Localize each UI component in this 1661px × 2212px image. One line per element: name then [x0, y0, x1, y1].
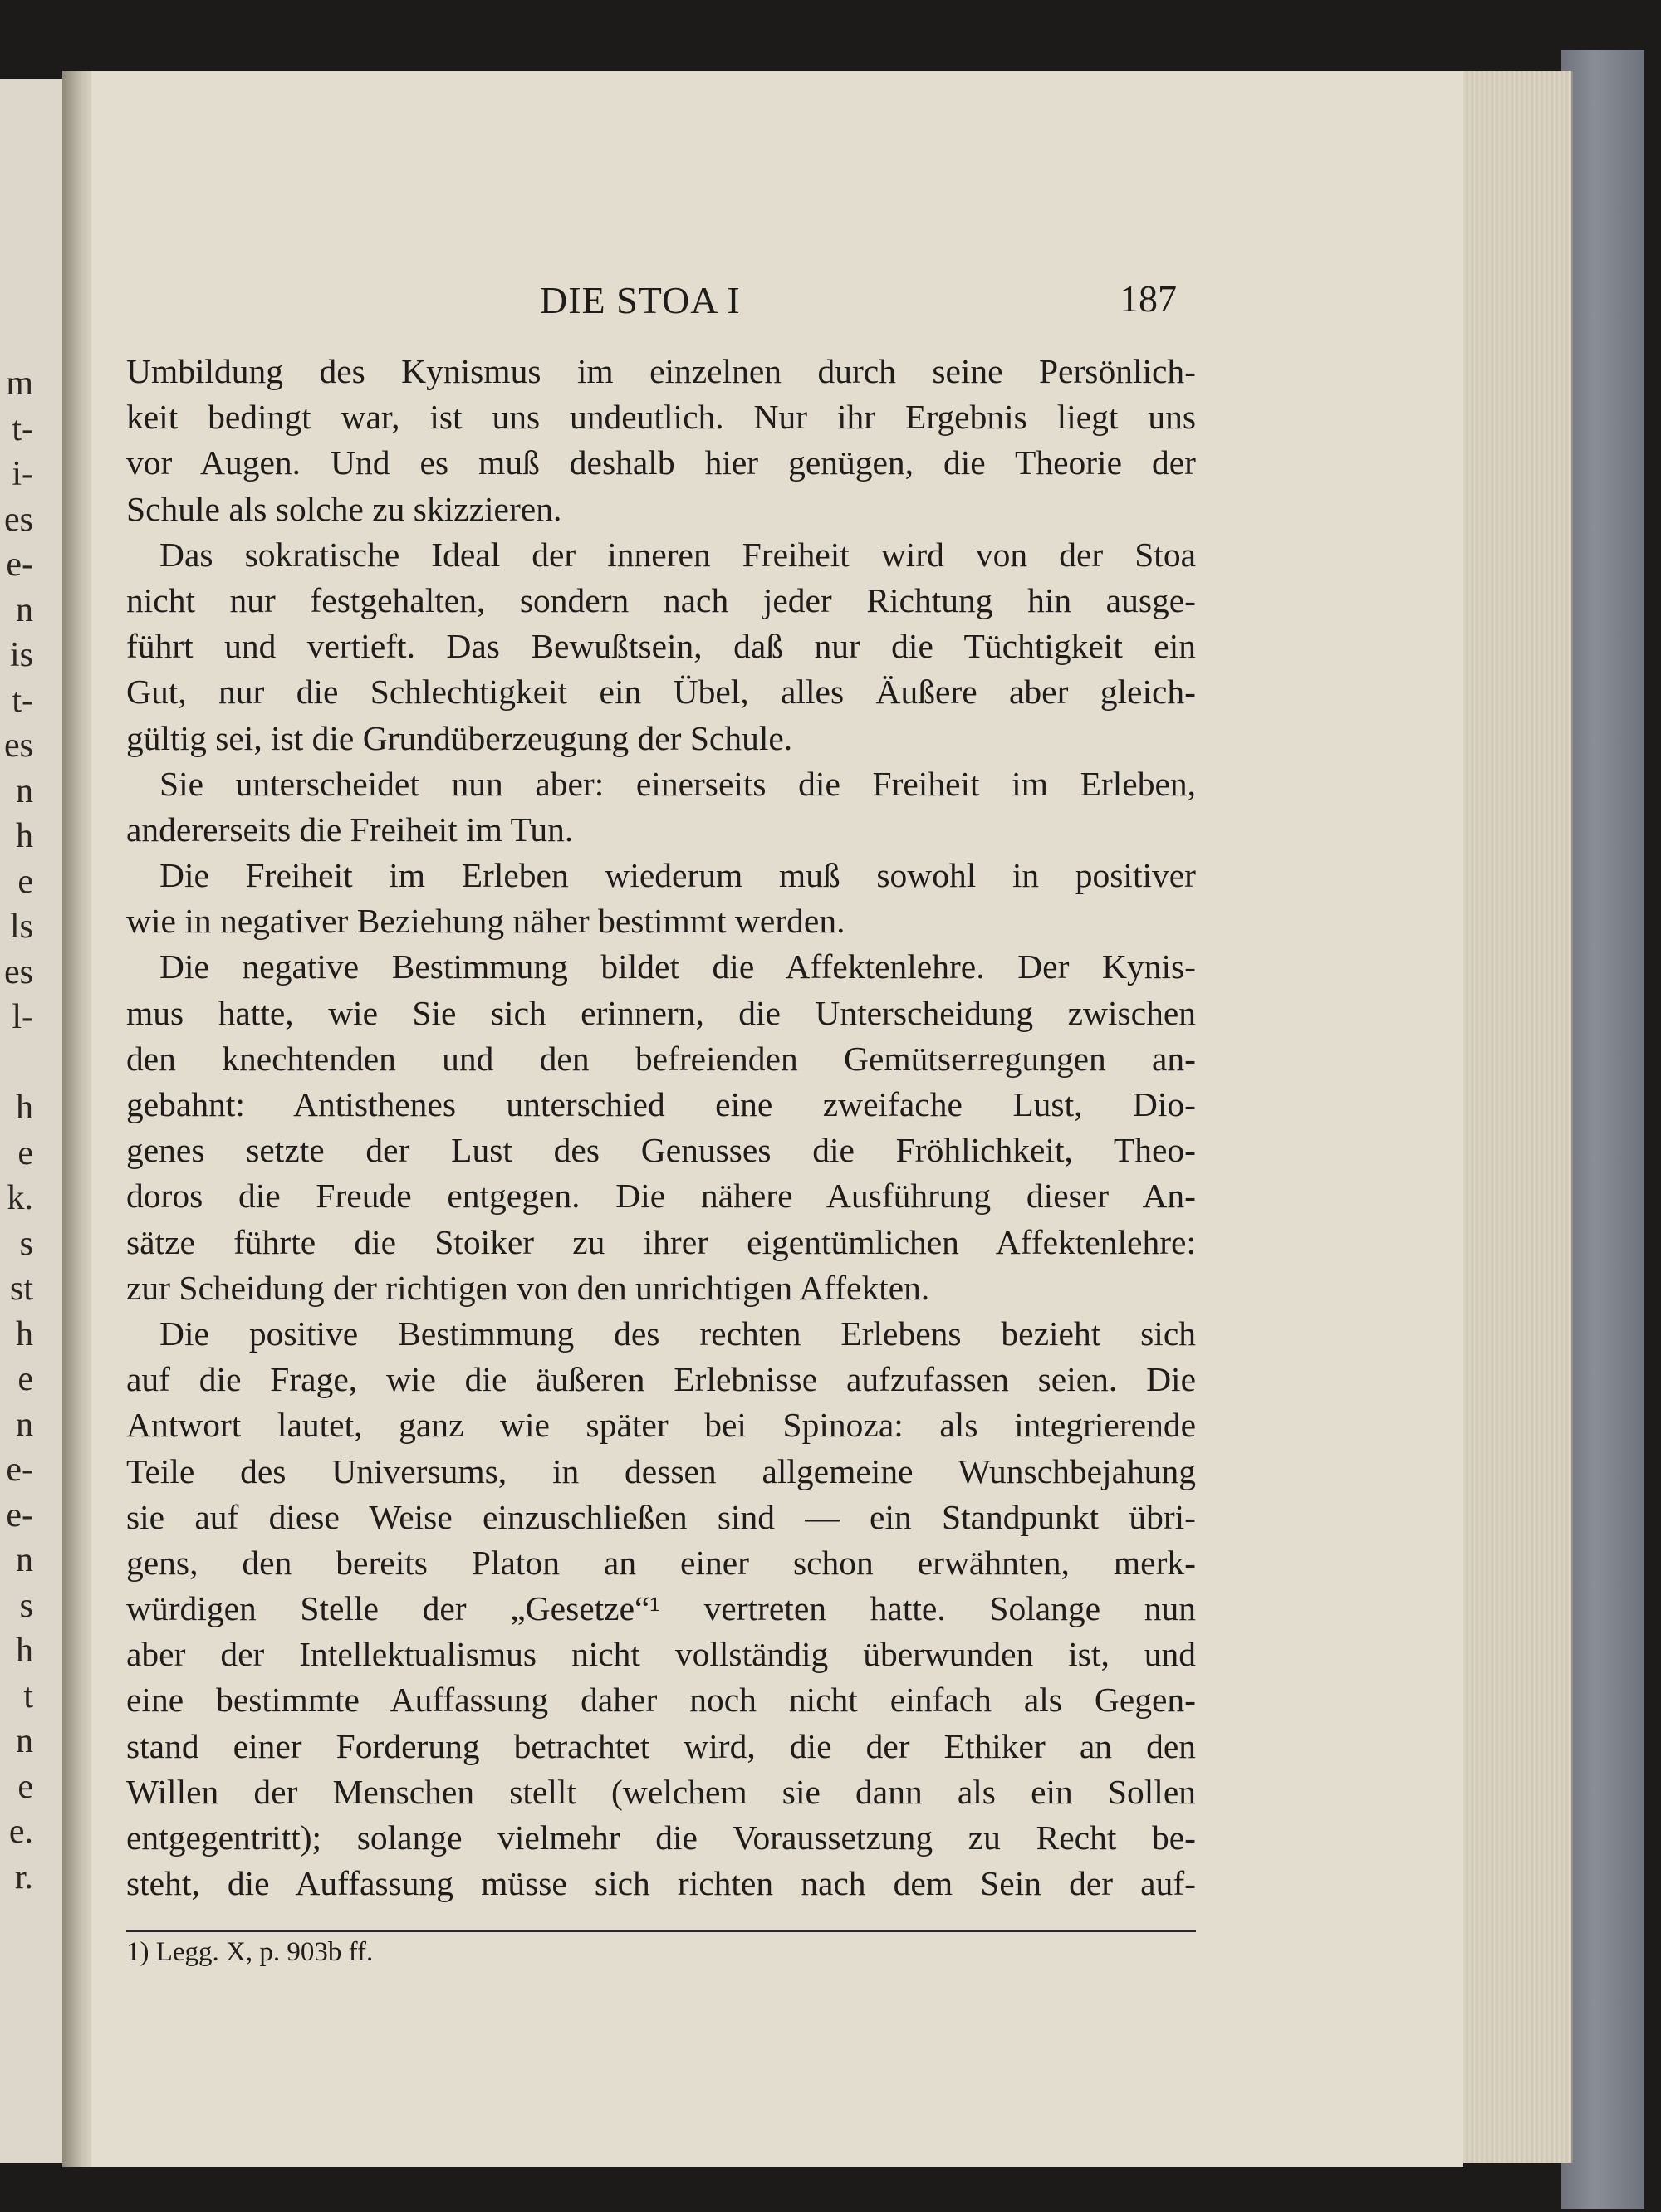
facing-page-fragment: i- — [12, 455, 33, 493]
facing-page-fragment — [0, 1040, 33, 1086]
facing-page-fragment: e — [17, 862, 33, 901]
facing-page-fragment: is — [9, 636, 33, 674]
facing-page-fragment: e — [17, 1133, 33, 1172]
facing-page-fragment: r. — [14, 1857, 33, 1896]
facing-page-fragment: h — [16, 817, 33, 855]
facing-page-fragment: e. — [8, 1813, 33, 1851]
footnote — [126, 1937, 373, 1968]
text-line: genes setzte der Lust des Genusses die Fröhlichkeit, Theo- — [126, 1131, 1196, 1170]
facing-page-fragment: n — [16, 1541, 33, 1579]
page-number: 187 — [1120, 277, 1177, 320]
text-line: entgegentritt); solange vielmehr die Voraussetzung zu Recht be- — [126, 1818, 1196, 1857]
facing-page-fragment: s — [19, 1224, 33, 1263]
text-line: gebahnt: Antisthenes unterschied eine zweifache Lust, Dio- — [126, 1085, 1196, 1123]
text-line: Willen der Menschen stellt (welchem sie dann als ein Sollen — [126, 1772, 1196, 1811]
text-line: Das sokratische Ideal der inneren Freiheit wird von der Stoa — [159, 535, 1196, 574]
text-line: stand einer Forderung betrachtet wird, die der Ethiker an den — [126, 1726, 1196, 1765]
page-header — [91, 278, 1463, 328]
facing-page-fragment: l- — [12, 998, 33, 1036]
text-line: gültig sei, ist die Grundüberzeugung der Schule. — [126, 718, 793, 757]
facing-page-fragment: k. — [7, 1179, 33, 1217]
text-line: Die Freiheit im Erleben wiederum muß sowohl in positiver — [159, 856, 1196, 895]
facing-page-fragment: h — [16, 1314, 33, 1353]
text-line: andererseits die Freiheit im Tun. — [126, 810, 574, 849]
page-edges — [1455, 71, 1573, 2163]
text-line: Antwort lautet, ganz wie später bei Spinoza: als integrierende — [126, 1406, 1196, 1445]
facing-page-fragment: n — [16, 1722, 33, 1760]
facing-page-fragment: e- — [6, 1495, 33, 1534]
text-line: Sie unterscheidet nun aber: einerseits die Freiheit im Erleben, — [159, 764, 1196, 803]
text-line: mus hatte, wie Sie sich erinnern, die Unterscheidung zwischen — [126, 993, 1196, 1032]
text-line: Die positive Bestimmung des rechten Erlebens bezieht sich — [159, 1314, 1196, 1353]
text-line: sätze führte die Stoiker zu ihrer eigentümlichen Affektenlehre: — [126, 1222, 1196, 1261]
facing-page-fragment: es — [4, 727, 33, 765]
book-gutter — [62, 71, 96, 2167]
facing-page-fragment: e — [17, 1767, 33, 1806]
text-line: nicht nur festgehalten, sondern nach jeder Richtung hin ausge- — [126, 580, 1196, 619]
text-line: Die negative Bestimmung bildet die Affektenlehre. Der Kynis- — [159, 947, 1196, 986]
facing-page-fragment: e- — [6, 546, 33, 584]
text-line: Gut, nur die Schlechtigkeit ein Übel, alles Äußere aber gleich- — [126, 673, 1196, 712]
footnote-rule — [126, 1930, 1196, 1932]
text-line: würdigen Stelle der „Gesetze“¹ vertreten hatte. Solange nun — [126, 1589, 1196, 1628]
facing-page-text-fragments — [0, 361, 33, 1900]
facing-page-fragment: h — [16, 1089, 33, 1127]
text-line: auf die Frage, wie die äußeren Erlebnisse aufzufassen seien. Die — [126, 1360, 1196, 1399]
facing-page-fragment: m — [6, 365, 33, 403]
text-line: Umbildung des Kynismus im einzelnen durch seine Persönlich- — [126, 352, 1196, 390]
text-line: vor Augen. Und es muß deshalb hier genügen, die Theorie der — [126, 443, 1196, 482]
facing-page-fragment: h — [16, 1632, 33, 1670]
text-line: keit bedingt war, ist uns undeutlich. Nur ihr Ergebnis liegt uns — [126, 398, 1196, 437]
text-line: führt und vertieft. Das Bewußtsein, daß nur die Tüchtigkeit ein — [126, 627, 1196, 666]
text-line: wie in negativer Beziehung näher bestimmt werden. — [126, 902, 845, 941]
text-line: eine bestimmte Auffassung daher noch nicht einfach als Gegen- — [126, 1681, 1196, 1720]
text-line: steht, die Auffassung müsse sich richten nach dem Sein der auf- — [126, 1864, 1196, 1903]
footnote-marker: 1) — [126, 1937, 149, 1967]
body-text — [126, 349, 1196, 1906]
book-binding — [1561, 50, 1644, 2209]
text-line: Teile des Universums, in dessen allgemeine Wunschbejahung — [126, 1451, 1196, 1490]
facing-page-fragment: n — [16, 590, 33, 629]
facing-page-fragment: ls — [9, 908, 33, 946]
text-line: den knechtenden und den befreienden Gemütserregungen an- — [126, 1039, 1196, 1078]
facing-page-fragment: t- — [12, 681, 33, 720]
facing-page-edge — [0, 79, 67, 2163]
text-line: aber der Intellektualismus nicht vollständig überwunden ist, und — [126, 1635, 1196, 1674]
facing-page-fragment: es — [4, 500, 33, 539]
footnote-text: Legg. X, p. 903b ff. — [155, 1937, 374, 1967]
text-line: gens, den bereits Platon an einer schon erwähnten, merk- — [126, 1543, 1196, 1582]
facing-page-fragment: n — [16, 771, 33, 810]
facing-page-fragment: t — [23, 1676, 33, 1715]
running-title: DIE STOA I — [540, 279, 741, 321]
text-line: Schule als solche zu skizzieren. — [126, 489, 562, 528]
facing-page-fragment: s — [19, 1586, 33, 1625]
facing-page-fragment: n — [16, 1405, 33, 1444]
text-line: sie auf diese Weise einzuschließen sind — ein Standpunkt übri- — [126, 1497, 1196, 1536]
facing-page-fragment: e- — [6, 1451, 33, 1489]
facing-page-fragment: es — [4, 952, 33, 991]
facing-page-fragment: e — [17, 1360, 33, 1398]
facing-page-fragment: st — [9, 1270, 33, 1308]
text-line: zur Scheidung der richtigen von den unrichtigen Affekten. — [126, 1268, 930, 1307]
book-page — [91, 71, 1463, 2167]
text-line: doros die Freude entgegen. Die nähere Ausführung dieser An- — [126, 1177, 1196, 1216]
facing-page-fragment: t- — [12, 409, 33, 448]
